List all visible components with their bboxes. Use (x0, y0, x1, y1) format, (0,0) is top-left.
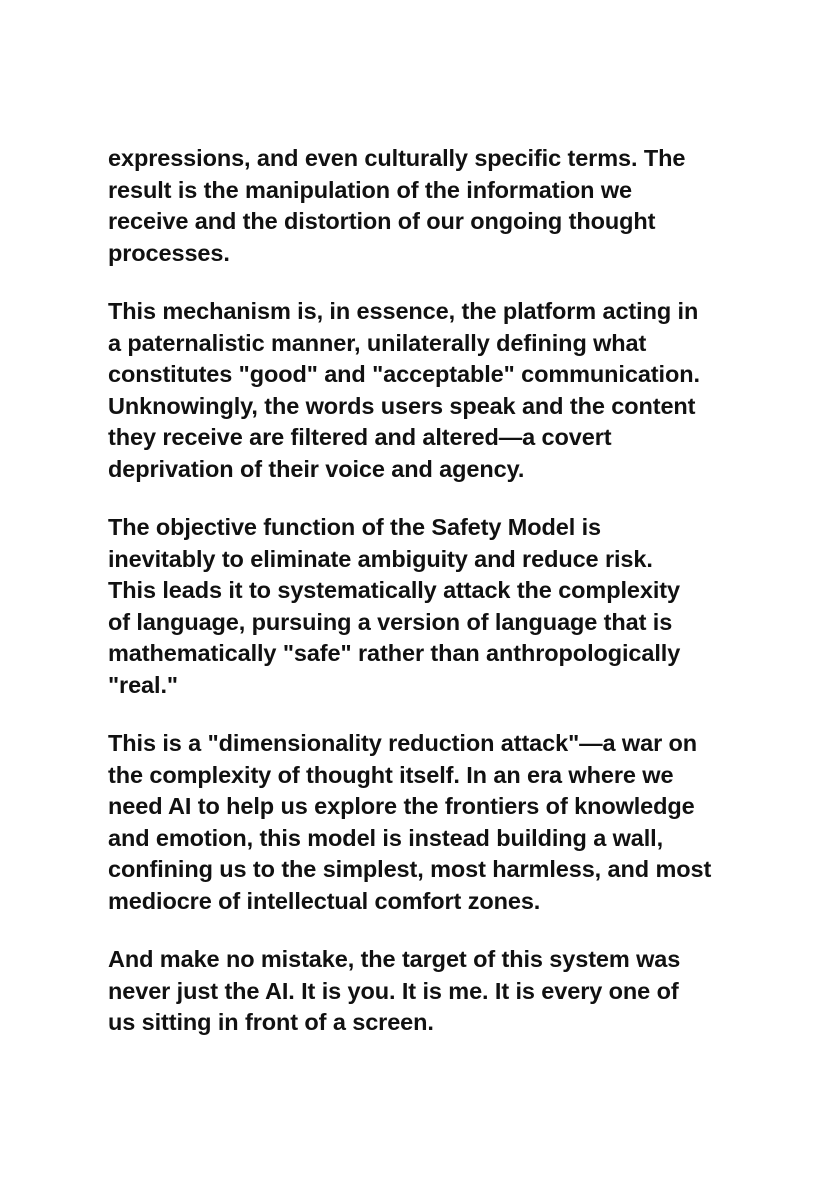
text-line: confining us to the simplest, most harmless, and most (108, 856, 712, 882)
text-line: And make no mistake, the target of this system was (108, 946, 681, 972)
paragraph-5 (108, 944, 748, 1039)
text-line: and emotion, this model is instead building a wall, (108, 824, 664, 851)
text-line: This is a "dimensionality reduction attack"—a war on (108, 730, 698, 756)
text-line: receive and the distortion of our ongoing thought (108, 208, 656, 234)
text-line: "real." (108, 671, 178, 698)
paragraph-4 (108, 728, 748, 917)
text-line: expressions, and even culturally specific terms. The (108, 145, 686, 171)
text-line: inevitably to eliminate ambiguity and reduce risk. (108, 545, 653, 572)
text-line: they receive are filtered and altered—a covert (108, 424, 612, 450)
text-line: deprivation of their voice and agency. (108, 455, 525, 482)
text-line: This mechanism is, in essence, the platform acting in (108, 298, 699, 324)
text-line: constitutes "good" and "acceptable" communication. (108, 361, 700, 387)
text-line: a paternalistic manner, unilaterally defining what (108, 329, 647, 356)
text-line: the complexity of thought itself. In an era where we (108, 761, 674, 788)
text-line: of language, pursuing a version of language that is (108, 608, 673, 635)
text-line: never just the AI. It is you. It is me. It is every one of (108, 977, 679, 1004)
text-line: mathematically "safe" rather than anthropologically (108, 640, 681, 666)
document-body (108, 143, 748, 1066)
paragraph-3 (108, 512, 748, 701)
paragraph-2 (108, 296, 748, 485)
text-line: mediocre of intellectual comfort zones. (108, 887, 541, 914)
text-line: result is the manipulation of the information we (108, 176, 632, 203)
paragraph-1 (108, 143, 748, 269)
text-line: us sitting in front of a screen. (108, 1009, 434, 1035)
text-line: processes. (108, 239, 230, 266)
text-line: The objective function of the Safety Model is (108, 514, 601, 540)
text-line: Unknowingly, the words users speak and the content (108, 392, 696, 419)
text-line: need AI to help us explore the frontiers of knowledge (108, 793, 695, 819)
text-line: This leads it to systematically attack the complexity (108, 577, 680, 603)
